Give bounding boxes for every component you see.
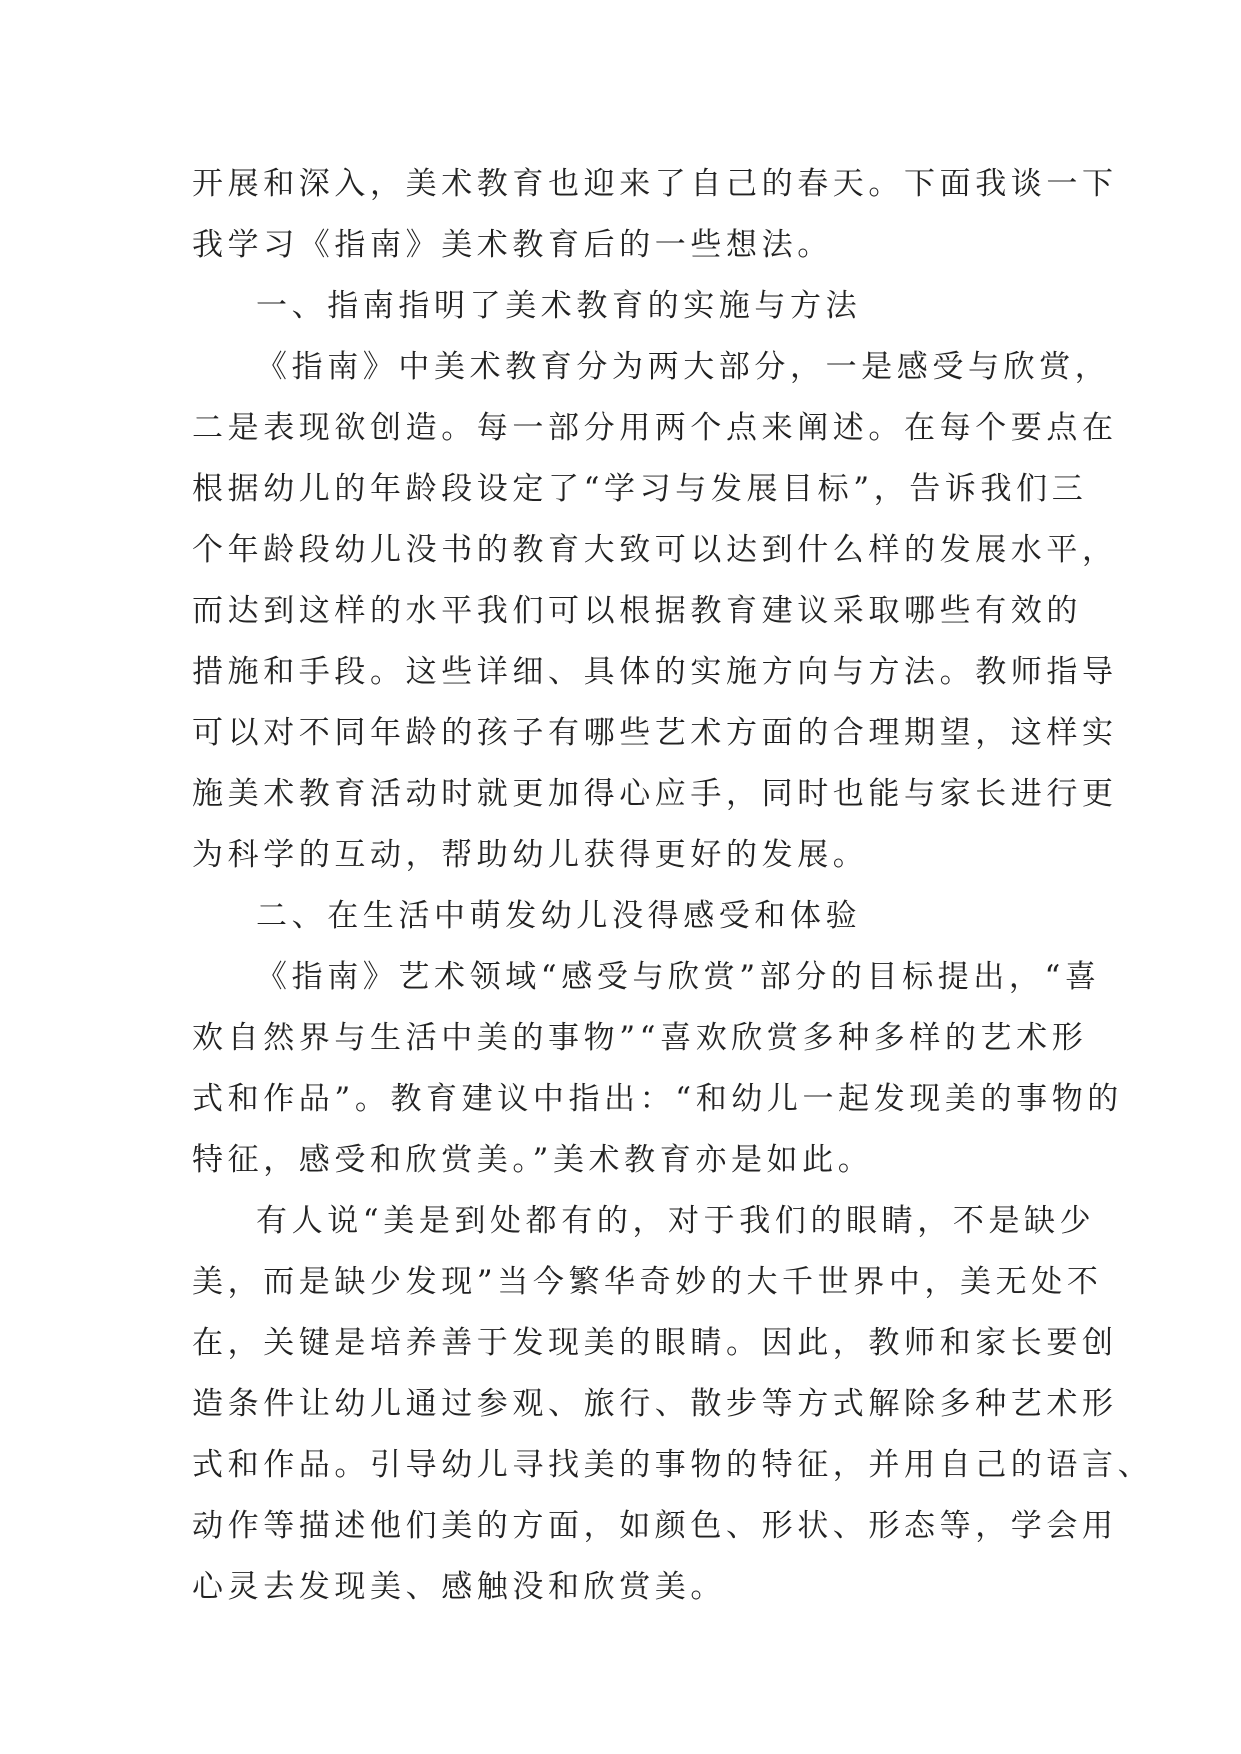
text-line: 特征，感受和欣赏美。”美术教育亦是如此。 [192,1142,874,1178]
text-line: 根据幼儿的年龄段设定了“学习与发展目标”，告诉我们三 [192,471,1088,507]
text-line: 《指南》艺术领域“感受与欣赏”部分的目标提出，“喜 [256,959,1101,995]
text-line: 欢自然界与生活中美的事物”“喜欢欣赏多种多样的艺术形 [192,1020,1088,1056]
text-line: 个年龄段幼儿没书的教育大致可以达到什么样的发展水平， [192,532,1118,568]
text-line: 而达到这样的水平我们可以根据教育建议采取哪些有效的 [192,593,1082,629]
text-line: 美，而是缺少发现”当今繁华奇妙的大千世界中，美无处不 [192,1264,1103,1300]
text-line: 我学习《指南》美术教育后的一些想法。 [192,227,833,263]
text-line: 可以对不同年龄的孩子有哪些艺术方面的合理期望，这样实 [192,715,1118,751]
text-line: 式和作品。引导幼儿寻找美的事物的特征，并用自己的语言、 [192,1447,1154,1483]
text-line: 有人说“美是到处都有的，对于我们的眼睛，不是缺少 [256,1203,1096,1239]
text-line: 为科学的互动，帮助幼儿获得更好的发展。 [192,837,869,873]
text-line: 造条件让幼儿通过参观、旅行、散步等方式解除多种艺术形 [192,1386,1118,1422]
text-line: 动作等描述他们美的方面，如颜色、形状、形态等，学会用 [192,1508,1118,1544]
document-body [192,154,1154,1618]
text-line: 开展和深入，美术教育也迎来了自己的春天。下面我谈一下 [192,166,1118,202]
text-line: 在，关键是培养善于发现美的眼睛。因此，教师和家长要创 [192,1325,1118,1361]
text-line: 施美术教育活动时就更加得心应手，同时也能与家长进行更 [192,776,1118,812]
text-line: 二是表现欲创造。每一部分用两个点来阐述。在每个要点在 [192,410,1118,446]
text-line: 式和作品”。教育建议中指出：“和幼儿一起发现美的事物的 [192,1081,1123,1117]
text-line: 《指南》中美术教育分为两大部分，一是感受与欣赏， [256,349,1111,385]
text-line: 心灵去发现美、感触没和欣赏美。 [192,1569,726,1605]
text-line: 二、在生活中萌发幼儿没得感受和体验 [256,898,862,934]
text-line: 一、指南指明了美术教育的实施与方法 [256,288,862,324]
text-line: 措施和手段。这些详细、具体的实施方向与方法。教师指导 [192,654,1118,690]
